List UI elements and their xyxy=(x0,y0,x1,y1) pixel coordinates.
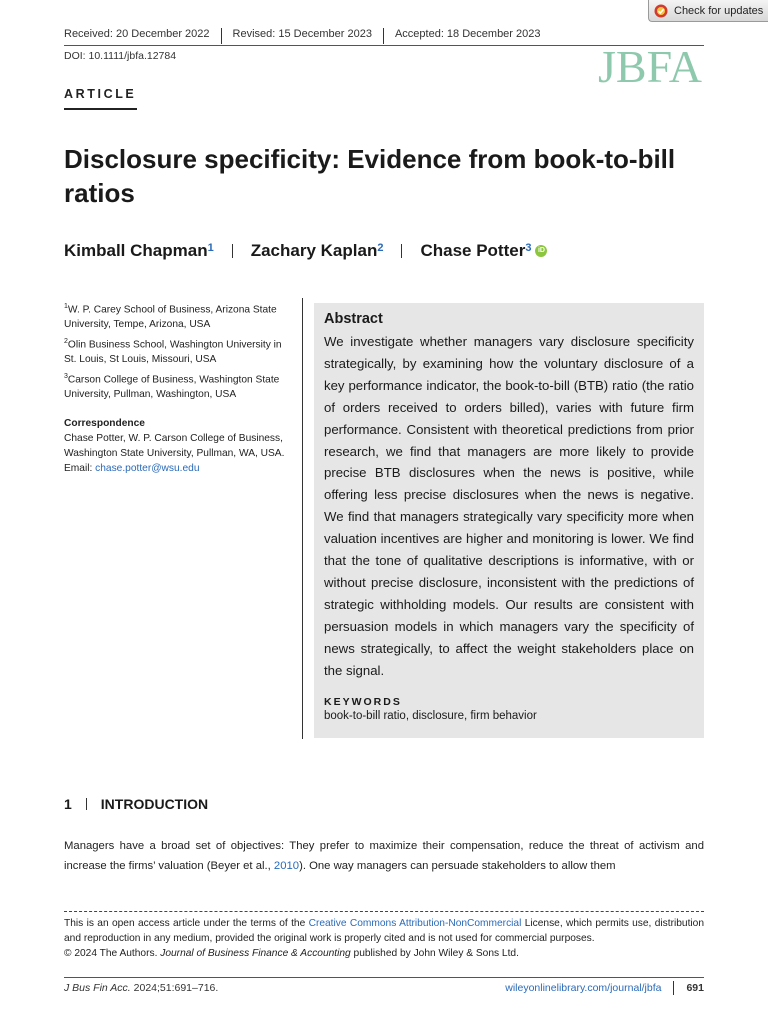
correspondence-email-line xyxy=(64,461,296,476)
correspondence-label: Correspondence xyxy=(64,418,145,429)
email-label: Email: xyxy=(64,463,96,474)
received-date: Received: 20 December 2022 xyxy=(64,28,210,40)
orcid-icon[interactable]: iD xyxy=(535,245,547,257)
author-affil-marker[interactable]: 2 xyxy=(377,242,384,254)
doi: DOI: 10.1111/jbfa.12784 xyxy=(64,50,177,62)
author-affil-marker[interactable]: 3 xyxy=(525,242,532,254)
divider xyxy=(401,244,402,258)
affiliation xyxy=(64,299,296,332)
author-name[interactable]: Zachary Kaplan xyxy=(250,241,378,260)
footer-citation xyxy=(64,982,218,994)
affiliation-text: W. P. Carey School of Business, Arizona State University, Tempe, Arizona, USA xyxy=(64,304,277,331)
article-title: Disclosure specificity: Evidence from book-to-bill ratios xyxy=(64,144,676,208)
keywords-text: book-to-bill ratio, disclosure, firm behavior xyxy=(324,709,537,722)
revised-date: Revised: 15 December 2023 xyxy=(232,28,372,40)
copyright-text: © 2024 The Authors. xyxy=(64,948,161,959)
footer-rule xyxy=(64,977,704,978)
intro-paragraph xyxy=(64,836,704,876)
divider xyxy=(221,28,222,44)
correspondence-block xyxy=(64,416,296,476)
article-type-label: ARTICLE xyxy=(64,87,137,101)
author-name[interactable]: Chase Potter xyxy=(420,241,526,260)
section-title: INTRODUCTION xyxy=(100,796,209,812)
section-heading xyxy=(64,796,208,812)
page-number: 691 xyxy=(686,982,704,994)
divider xyxy=(383,28,384,44)
license-text: License, which permits use, distribution and reproduction in any medium, provided the original work is properly cited and is not used for commercial purposes. xyxy=(64,918,704,944)
copyright-text: published by John Wiley & Sons Ltd. xyxy=(350,948,519,959)
license-link[interactable]: Creative Commons Attribution-NonCommercial xyxy=(308,918,522,929)
correspondence-text: Chase Potter, W. P. Carson College of Business, Washington State University, Pullman, WA, USA. xyxy=(64,433,285,459)
intro-text: ). One way managers can persuade stakeholders to allow them xyxy=(299,860,616,872)
keywords-heading: KEYWORDS xyxy=(324,695,402,708)
publication-dates xyxy=(64,28,541,44)
check-updates-icon xyxy=(654,4,668,18)
abstract-text: We investigate whether managers vary disclosure specificity strategically, by examining how the voluntary disclosure of a key performance indicator, the book-to-bill (BTB) ratio (the ratio of orders received to orders billed), varies with future firm performance. Consistent with theoretical predictions from prior research, we find that managers are more likely to provide precise BTB disclosures when the news is positive, while offering less precise disclosures when the news is negative. We find that managers strategically vary specificity more when valuation incentives are higher and monitoring is lower. We find that the tone of qualitative descriptions is informative, with or without precise disclosure, inconsistent with the predictions of strategic withholding models. Our results are consistent with persuasion models in which managers vary the specificity of news strategically, to affect the weight stakeholders place on the signal. xyxy=(324,334,694,678)
author-name[interactable]: Kimball Chapman xyxy=(64,241,208,260)
citation-text: 2024;51:691–716. xyxy=(130,982,219,994)
intro-text: Managers have a broad set of objectives: They prefer to maximize their compensation, reduce the threat of activism and increase the firms’ valuation (Beyer et al., xyxy=(64,840,704,872)
check-for-updates-button[interactable] xyxy=(648,0,768,22)
affiliation-text: Carson College of Business, Washington State University, Pullman, Washington, USA xyxy=(64,374,280,401)
article-label-underline xyxy=(64,108,137,110)
affiliation xyxy=(64,334,296,367)
journal-name: Journal of Business Finance & Accounting xyxy=(160,948,351,959)
affiliation-marker: 2 xyxy=(64,338,68,345)
journal-abbrev: J Bus Fin Acc. xyxy=(64,982,131,994)
author-affil-marker[interactable]: 1 xyxy=(207,242,214,254)
affiliation-marker: 1 xyxy=(64,303,68,310)
footer-right xyxy=(505,981,704,995)
footnote-rule xyxy=(64,911,704,912)
divider xyxy=(86,798,87,810)
accepted-date: Accepted: 18 December 2023 xyxy=(394,28,541,40)
check-for-updates-label: Check for updates xyxy=(674,4,764,17)
section-number: 1 xyxy=(64,796,72,812)
abstract-heading: Abstract xyxy=(324,311,383,327)
citation-link[interactable]: 2010 xyxy=(273,860,300,872)
affiliation-marker: 3 xyxy=(64,373,68,380)
license-text: This is an open access article under the terms of the xyxy=(64,918,309,929)
affiliation xyxy=(64,369,296,402)
journal-url-link[interactable]: wileyonlinelibrary.com/journal/jbfa xyxy=(505,982,662,994)
divider xyxy=(232,244,233,258)
email-link[interactable]: chase.potter@wsu.edu xyxy=(95,463,200,474)
journal-logo: JBFA xyxy=(598,41,702,92)
author-list xyxy=(64,241,547,261)
license-notice xyxy=(64,916,704,961)
divider xyxy=(673,981,674,995)
affiliation-text: Olin Business School, Washington University in St. Louis, St Louis, Missouri, USA xyxy=(64,339,282,366)
column-divider xyxy=(302,298,303,739)
abstract-box xyxy=(314,303,704,738)
